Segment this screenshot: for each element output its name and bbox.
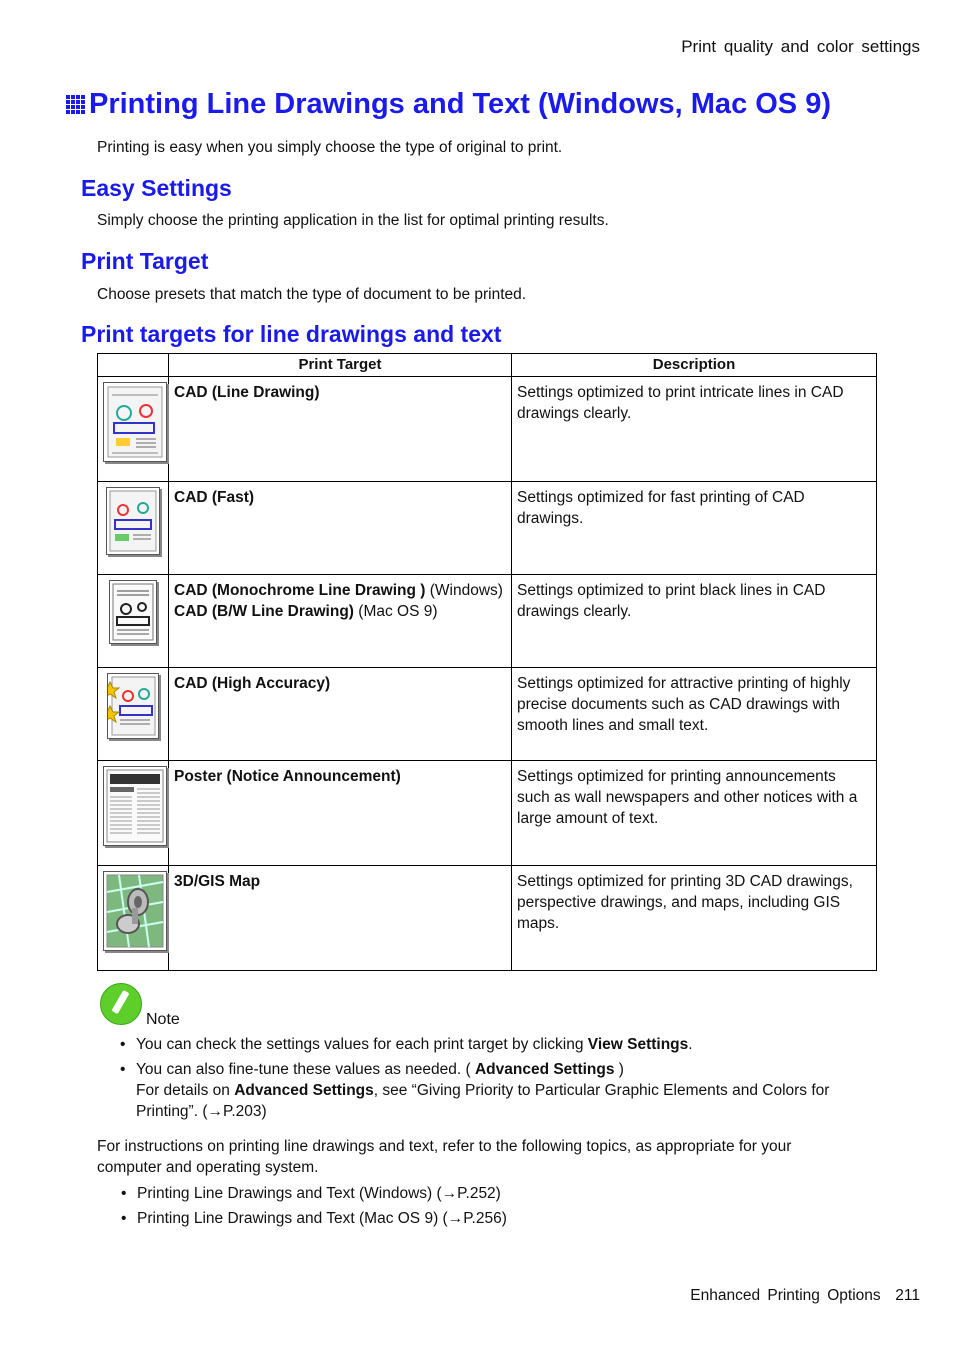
targets-table-heading: Print targets for line drawings and text [81,321,502,347]
poster-icon [103,766,167,846]
print-targets-table [97,353,877,971]
target-name: 3D/GIS Map [174,873,261,890]
cad-fast-icon [106,487,160,555]
target-description: Settings optimized for printing 3D CAD drawings, perspective drawings, and maps, including GIS maps. [512,866,877,971]
target-name: CAD (Monochrome Line Drawing ) [174,582,426,599]
target-name: CAD (Fast) [174,489,255,506]
table-header-blank [98,354,169,377]
table-header-target: Print Target [169,354,512,377]
target-description: Settings optimized to print intricate lines in CAD drawings clearly. [512,377,877,482]
target-name: Poster (Notice Announcement) [174,768,401,785]
intro-text: Printing is easy when you simply choose the type of original to print. [97,139,563,156]
target-os-windows: (Windows) [429,582,503,599]
topic-links [121,1183,861,1233]
target-os-mac: (Mac OS 9) [358,603,438,620]
target-description: Settings optimized to print black lines in CAD drawings clearly. [512,575,877,668]
easy-settings-text: Simply choose the printing application in the list for optimal printing results. [97,212,609,229]
cross-reference-link[interactable]: , see “Giving Priority to Particular Graphic Elements and Colors for Printing”. (→P.203) [136,1082,830,1120]
3d-gis-map-icon [103,871,167,951]
grid-bullet-icon [66,95,85,114]
table-header-description: Description [512,354,877,377]
target-description: Settings optimized for attractive printing of highly precise documents such as CAD drawings with smooth lines and small text. [512,668,877,761]
cad-line-drawing-icon [103,382,167,462]
topic-link-windows[interactable]: • Printing Line Drawings and Text (Windows) (→P.252) [121,1183,861,1204]
advanced-settings-ref-2: Advanced Settings [234,1082,374,1099]
target-description: Settings optimized for fast printing of CAD drawings. [512,482,877,575]
note-label: Note [146,1011,180,1028]
cad-monochrome-icon [109,580,157,644]
topic-link-mac[interactable]: • Printing Line Drawings and Text (Mac OS 9) (→P.256) [121,1208,861,1229]
view-settings-ref: View Settings [587,1036,689,1053]
list-item: • You can check the settings values for each print target by clicking View Settings. [120,1034,860,1055]
table-row [98,668,877,761]
table-header-row [98,354,877,377]
page-title [66,88,831,121]
list-item: • You can also fine-tune these values as needed. ( Advanced Settings ) For details on Advanced Settings, see “Giving Priority to Particular Graphic Elements and Colors for Printing”. (→P.203) [120,1059,860,1122]
running-header: Print quality and color settings [681,37,920,56]
table-row [98,761,877,866]
page-title-text: Printing Line Drawings and Text (Windows, Mac OS 9) [89,88,831,120]
print-target-text: Choose presets that match the type of document to be printed. [97,286,527,303]
target-name-mac: CAD (B/W Line Drawing) [174,603,354,620]
page-footer [690,1287,920,1305]
target-name: CAD (High Accuracy) [174,675,331,692]
target-description: Settings optimized for printing announcements such as wall newspapers and other notices with a large amount of text. [512,761,877,866]
instructions-text: For instructions on printing line drawings and text, refer to the following topics, as appropriate for your computer and operating system. [97,1138,792,1176]
advanced-settings-ref: Advanced Settings [474,1061,615,1078]
easy-settings-heading: Easy Settings [81,175,232,201]
cad-high-accuracy-icon [107,673,159,739]
page-number: 211 [895,1287,920,1304]
note-list [120,1034,860,1126]
table-row [98,377,877,482]
target-name: CAD (Line Drawing) [174,384,320,401]
table-row [98,575,877,668]
table-row [98,866,877,971]
note-pencil-icon [100,983,142,1025]
table-row [98,482,877,575]
print-target-heading: Print Target [81,248,209,274]
footer-section: Enhanced Printing Options [690,1287,881,1304]
